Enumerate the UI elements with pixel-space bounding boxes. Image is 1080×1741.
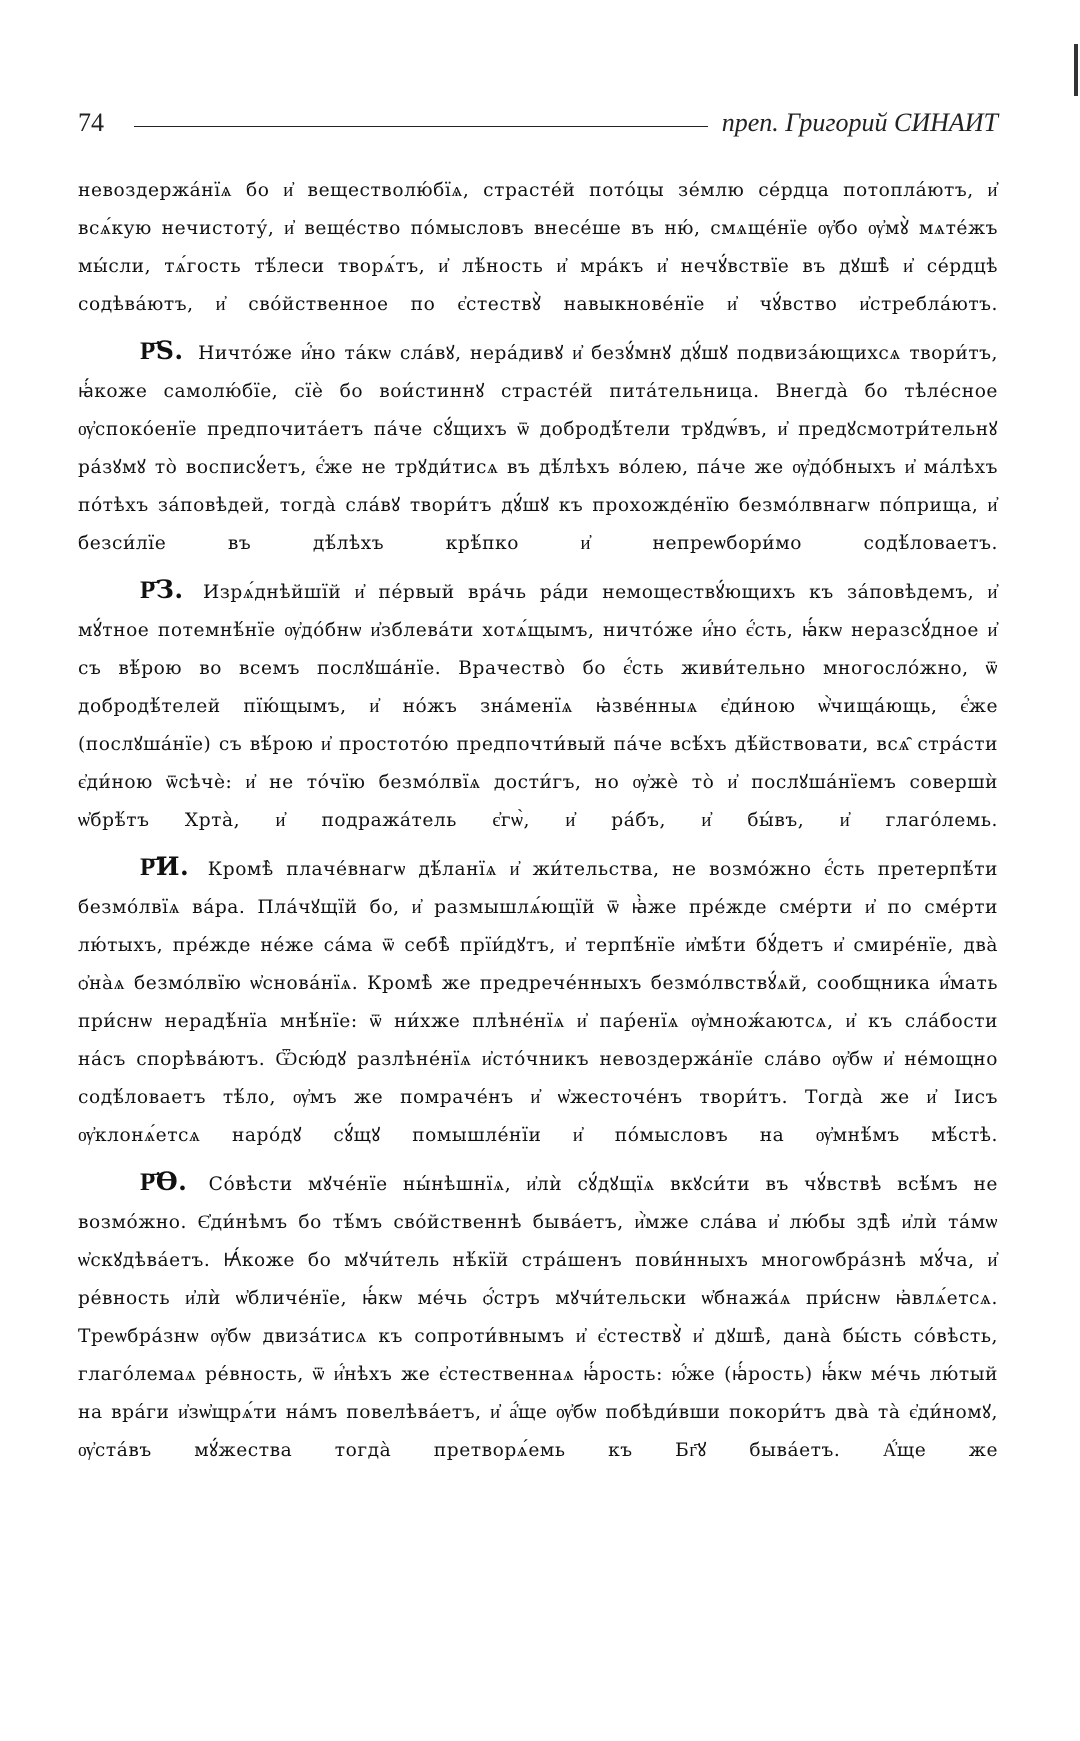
running-title: преп. Григорий СИНАИТ [721,108,998,137]
header-rule [134,126,708,127]
paragraph-109 [78,1163,998,1470]
paragraph-text: невоздержа́нїѧ бо и҆ веществолю́бїѧ, страсте́й пото́цы зе́млю се́рдца потопла́ютъ, и҆ всѧ́кую нечистоту́, и҆ веще́ство по́мысловъ внесе́ше въ ню́, смѧще́нїе ѹ҆бо ѹ҆мꙋ̀ мѧте́жъ мы́сли, тѧ́гость тѣ́леси творѧ́тъ, и҆ лѣ́ность и҆ мра́къ и҆ нечꙋ́вствїе въ дꙋшѣ̀ и҆ се́рдцѣ содѣва́ютъ, и҆ сво́йственное по є҆стествꙋ̀ навыкнове́нїе и҆ чꙋ́вство и҆стребла́ютъ. [78,180,998,315]
book-page [78,108,998,1478]
chapter-marker: Р҃И. [140,852,190,881]
chapter-marker: Р҃Ѕ. [140,336,184,365]
paragraph-text: Кромѣ̀ плаче́внагѡ дѣ́ланїѧ и҆ жи́тельства, не возмо́жно є҆́сть претерпѣ́ти безмо́лвїѧ ва́ра. Пла́чꙋщїй бо, и҆ размышлѧ́ющїй ѿ ꙗ҆̀же пре́жде сме́рти и҆ по сме́рти лю́тыхъ, пре́жде не́же са́ма ѿ себѣ̀ прїи́дꙋтъ, и҆ терпѣ́нїе и҆мѣ́ти бꙋ́детъ и҆ смире́нїе, два̀ ѻ҆на̀ѧ безмо́лвїю ѡ҆снова́нїѧ. Кромѣ̀ же предрече́нныхъ безмо́лвствꙋ́ѧй, сообщника и҆́мать при́снѡ нерадѣ́нїа мнѣ́нїе: ѿ ни́хже плѣне́нїѧ и҆ пар́енїѧ ѹ҆множ́аютсѧ, и҆ къ сла́бости на́съ спорѣва́ютъ. Ѿсю́дꙋ разлѣне́нїѧ и҆сто́чникъ невоздержа́нїе сла́во ѹ҆бѡ и҆ не́мощно содѣ́ловаетъ тѣ́ло, ѹ҆мъ же помраче́нъ и҆ ѡ҆жесточе́нъ твори́тъ. Тогда̀ же и҆ Іисъ ѹ҆клонѧ́етсѧ наро́дꙋ сꙋ́щꙋ помышле́нїи и҆ по́мысловъ на ѹ҆мнѣ́мъ мѣ́стѣ. [78,859,998,1146]
paragraph-107 [78,571,998,840]
page-edge-mark [1074,44,1078,96]
body-text [78,172,998,1470]
paragraph-text: Изрѧ́днѣйшїй и҆ пе́рвый вра́чь ра́ди немоществꙋ́ющихъ къ за́повѣдемъ, и҆ мꙋ́тное потемнѣ́нїе ѹ҆до́бнѡ и҆зблева́ти хотѧ́щымъ, ничто́же и҆́но є҆́сть, ꙗ҆́кѡ неразсꙋ́дное и҆ съ вѣ́рою во всемъ послꙋша́нїе. Врачество̀ бо є҆́сть живи́тельно многосло́жно, ѿ добродѣ́телей пїю́щымъ, и҆ но́жъ зна́менїѧ ꙗ҆зве́нныѧ є҆ди́ною ѡ҆̀чища́ющь, є҆́же (послꙋша́нїе) съ вѣ́рою и҆ простото́ю предпочти́вый па́че всѣ́хъ дѣ́йствовати, всѧ̑ стра́сти є҆ди́ною ѿсѣчѐ: и҆ не то́чїю безмо́лвїѧ дости́гъ, но ѹ҆жѐ то̀ и҆ послꙋша́нїемъ совершѝ ѡ҆брѣ́тъ Хрта̀, и҆ подража́тель є҆гѡ̀, и҆ ра́бъ, и҆ бы́въ, и҆ глаго́лемь. [78,582,998,831]
paragraph-text: Со́вѣсти мꙋче́нїе ны́нѣшнїѧ, и҆лѝ сꙋ́дꙋщїѧ вкꙋси́ти въ чꙋ́вствѣ всѣ́мъ не возмо́жно. Є҆ди́нѣмъ бо тѣ́мъ сво́йственнѣ быва́етъ, и҆̀мже сла́ва и҆ лю́бы здѣ̀ и҆лѝ та́мѡ ѡ҆скꙋдѣва́етъ. Ꙗ҆́коже бо мꙋчи́тель нѣ́кїй стра́шенъ пови́нныхъ многоѡбра́знѣ мꙋ́ча, и҆ ре́вность и҆лѝ ѡ҆бличе́нїе, ꙗ҆́кѡ ме́чь ѻ҆́стръ мꙋчи́тельски ѡ҆бнажа́ѧ при́снѡ ꙗ҆влѧ́етсѧ. Треѡбра́знѡ ѹ҆бѡ двиза́тисѧ къ сопроти́внымъ и҆ є҆стествꙋ̀ и҆ дꙋшѣ̀, дана̀ бы́сть со́вѣсть, глаго́лемаѧ ре́вность, ѿ и҆́нѣхъ же є҆стественнаѧ ꙗ҆́рость: ю҆́же (ꙗ҆́рость) ꙗ҆́кѡ ме́чь лю́тый на вра́ги и҆зѡ҆щрѧ́ти на́мъ повелѣва́етъ, и҆ а҆́ще ѹ҆бѡ побѣди́вши покори́тъ два̀ та̀ є҆ди́номꙋ, ѹ҆ста́въ мꙋ́жества тогда̀ претворѧ́емь къ Бг҃ꙋ быва́етъ. А҆́ще же [78,1174,998,1461]
page-header [78,108,998,138]
page-number: 74 [78,108,104,137]
chapter-marker: Р҃Ѳ. [140,1167,188,1196]
paragraph-106 [78,332,998,563]
paragraph-intro [78,172,998,324]
chapter-marker: Р҃З. [140,575,184,604]
paragraph-text: Ничто́же и҆́но та́кѡ сла́вꙋ, нера́дивꙋ и҆ безꙋ́мнꙋ дꙋ́шꙋ подвиза́ющихсѧ твори́тъ, ꙗ҆́коже самолю́бїе, сїѐ бо вои́стиннꙋ страсте́й пита́тельница. Внегда̀ бо тѣле́сное ѹ҆споко́енїе предпочита́етъ па́че сꙋ́щихъ ѿ добродѣ́тели трꙋдѡ́въ, и҆ предꙋсмотри́тельнꙋ ра́зꙋмꙋ то̀ восписꙋ́етъ, є҆́же не трꙋди́тисѧ въ дѣ́лѣхъ во́лею, па́че же ѹ҆до́бныхъ и҆ ма́лѣхъ по́тѣхъ за́повѣдей, тогда̀ сла́вꙋ твори́тъ дꙋ́шꙋ къ прохожде́нїю безмо́лвнагѡ по́прища, и҆ безси́лїе въ дѣ́лѣхъ крѣ́пко и҆ непреѡбори́мо содѣ́ловаетъ. [78,343,998,554]
paragraph-108 [78,848,998,1155]
